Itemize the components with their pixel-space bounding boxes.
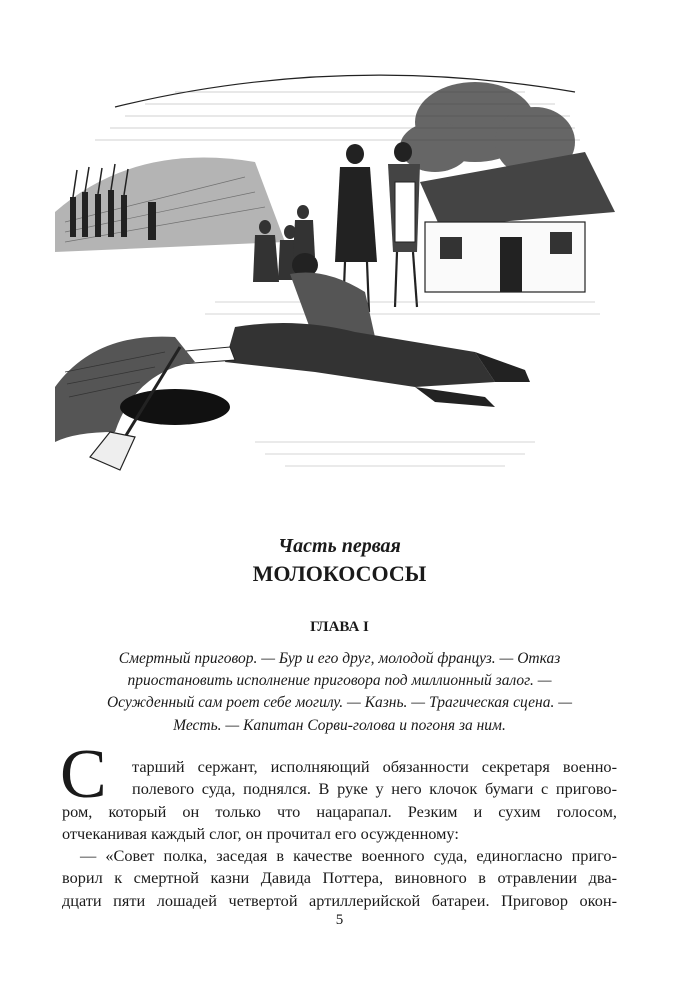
body-line: отчеканивая каждый слог, он прочитал его осужденному: [62,823,459,843]
body-line: полевого суда, поднялся. В руке у него клочок бумаги с пригово- [132,779,617,799]
summary-line: приостановить исполнение приговора под миллионный залог. — [127,672,552,690]
body-text [62,756,617,912]
body-line: — «Совет полка, заседая в качестве военного суда, единогласно приго- [80,846,617,866]
page-number: 5 [335,912,344,928]
body-line: ворил к смертной казни Давида Поттера, виновного в отравлении два- [62,868,617,888]
body-line: дцати пяти лошадей четвертой артиллерийской батареи. Приговор окон- [62,890,617,910]
part-title: Часть первая [278,535,401,557]
drop-cap: С [60,736,107,813]
book-title: МОЛОКОСОСЫ [252,561,427,586]
chapter-title: ГЛАВА I [310,619,369,635]
body-line: ром, который он только что нацарапал. Резким и сухим голосом, [62,801,617,821]
summary-line: Смертный приговор. — Бур и его друг, молодой француз. — Отказ [118,650,561,667]
body-line: тарший сержант, исполняющий обязанности секретаря военно- [132,757,617,776]
chapter-summary [62,648,617,737]
summary-line: Месть. — Капитан Сорви-голова и погоня за ним. [173,716,506,734]
engraving-illustration-icon [55,52,625,502]
summary-line: Осужденный сам роет себе могилу. — Казнь. — Трагическая сцена. — [106,694,572,712]
